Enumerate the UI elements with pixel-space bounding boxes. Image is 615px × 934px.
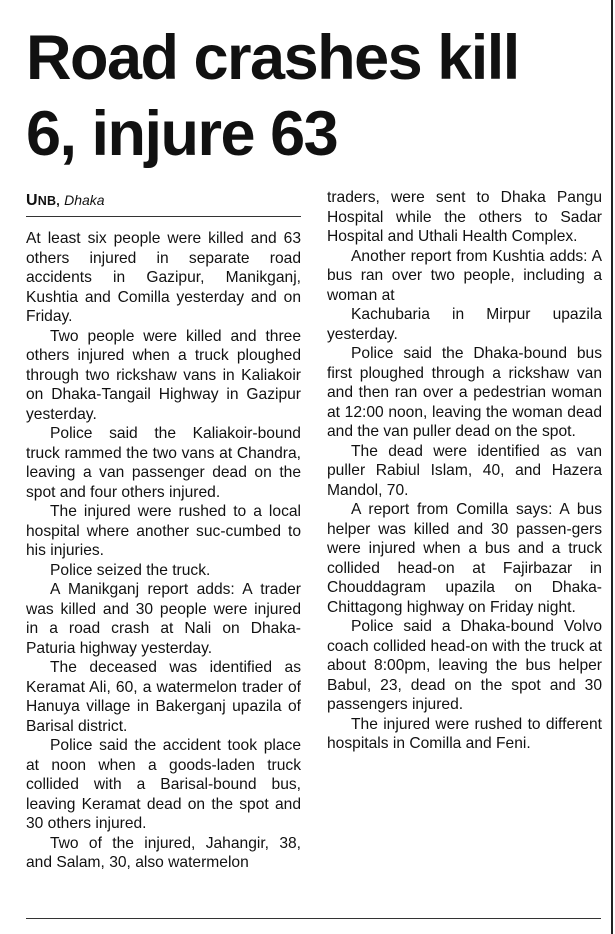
byline-agency: UNB,	[26, 192, 60, 209]
paragraph: Kachubaria in Mirpur upazila yesterday.	[327, 306, 602, 343]
paragraph: A report from Comilla says: A bus helper was killed and 30 passen-gers were injured when a bus and a truck collided head-on at Fajirbazar in Chouddagram upazila on Dhaka-Chittagong highway on Friday night.	[327, 501, 602, 616]
paragraph: The dead were identified as van puller Rabiul Islam, 40, and Hazera Mandol, 70.	[327, 442, 602, 499]
paragraph: Police said the Dhaka-bound bus first ploughed through a rickshaw van and then ran over a pedestrian woman at 12:00 noon, leaving the woman dead and the van puller dead on the spot.	[327, 345, 602, 440]
byline-place: Dhaka	[64, 192, 105, 208]
paragraph: Two people were killed and three others injured when a truck ploughed through two rickshaw vans in Kaliakoir on Dhaka-Tangail Highway in Gazipur yesterday.	[26, 327, 301, 423]
page-edge-rule	[611, 0, 613, 934]
paragraph: A Manikganj report adds: A trader was killed and 30 people were injured in a road crash at Nali on Dhaka-Paturia highway yesterday.	[26, 581, 301, 657]
paragraph: At least six people were killed and 63 others injured in separate road accidents in Gazipur, Manikganj, Kushtia and Comilla yesterday and on Friday.	[26, 230, 301, 325]
paragraph: Police seized the truck.	[50, 561, 211, 579]
headline-line-2: 6, injure 63	[26, 99, 338, 169]
paragraph: The injured were rushed to different hospitals in Comilla and Feni.	[327, 715, 602, 752]
paragraph: Police said the accident took place at noon when a goods-laden truck collided with a Barisal-bound bus, leaving Keramat dead on the spot and 30 others injured.	[26, 737, 301, 832]
article-column-left	[26, 188, 301, 873]
paragraph: The injured were rushed to a local hospital where another suc-cumbed to his injuries.	[26, 503, 301, 559]
headline	[26, 20, 606, 172]
article-column-right	[327, 188, 602, 754]
paragraph: Two of the injured, Jahangir, 38, and Salam, 30, also watermelon	[26, 834, 301, 871]
paragraph: The deceased was identified as Keramat Ali, 60, a watermelon trader of Hanuya village in Bakerganj upazila of Barisal district.	[26, 659, 301, 735]
headline-line-1: Road crashes kill	[26, 23, 519, 93]
byline	[26, 188, 301, 217]
bottom-rule	[26, 918, 601, 919]
paragraph: Police said the Kaliakoir-bound truck rammed the two vans at Chandra, leaving a van passenger dead on the spot and four others injured.	[26, 425, 301, 501]
paragraph: Police said a Dhaka-bound Volvo coach collided head-on with the truck at about 8:00pm, leaving the bus helper Babul, 23, dead on the spot and 30 passengers injured.	[327, 618, 602, 713]
paragraph: traders, were sent to Dhaka Pangu Hospital while the others to Sadar Hospital and Uthali Health Complex.	[327, 189, 602, 245]
paragraph: Another report from Kushtia adds: A bus ran over two people, including a woman at	[327, 247, 602, 304]
